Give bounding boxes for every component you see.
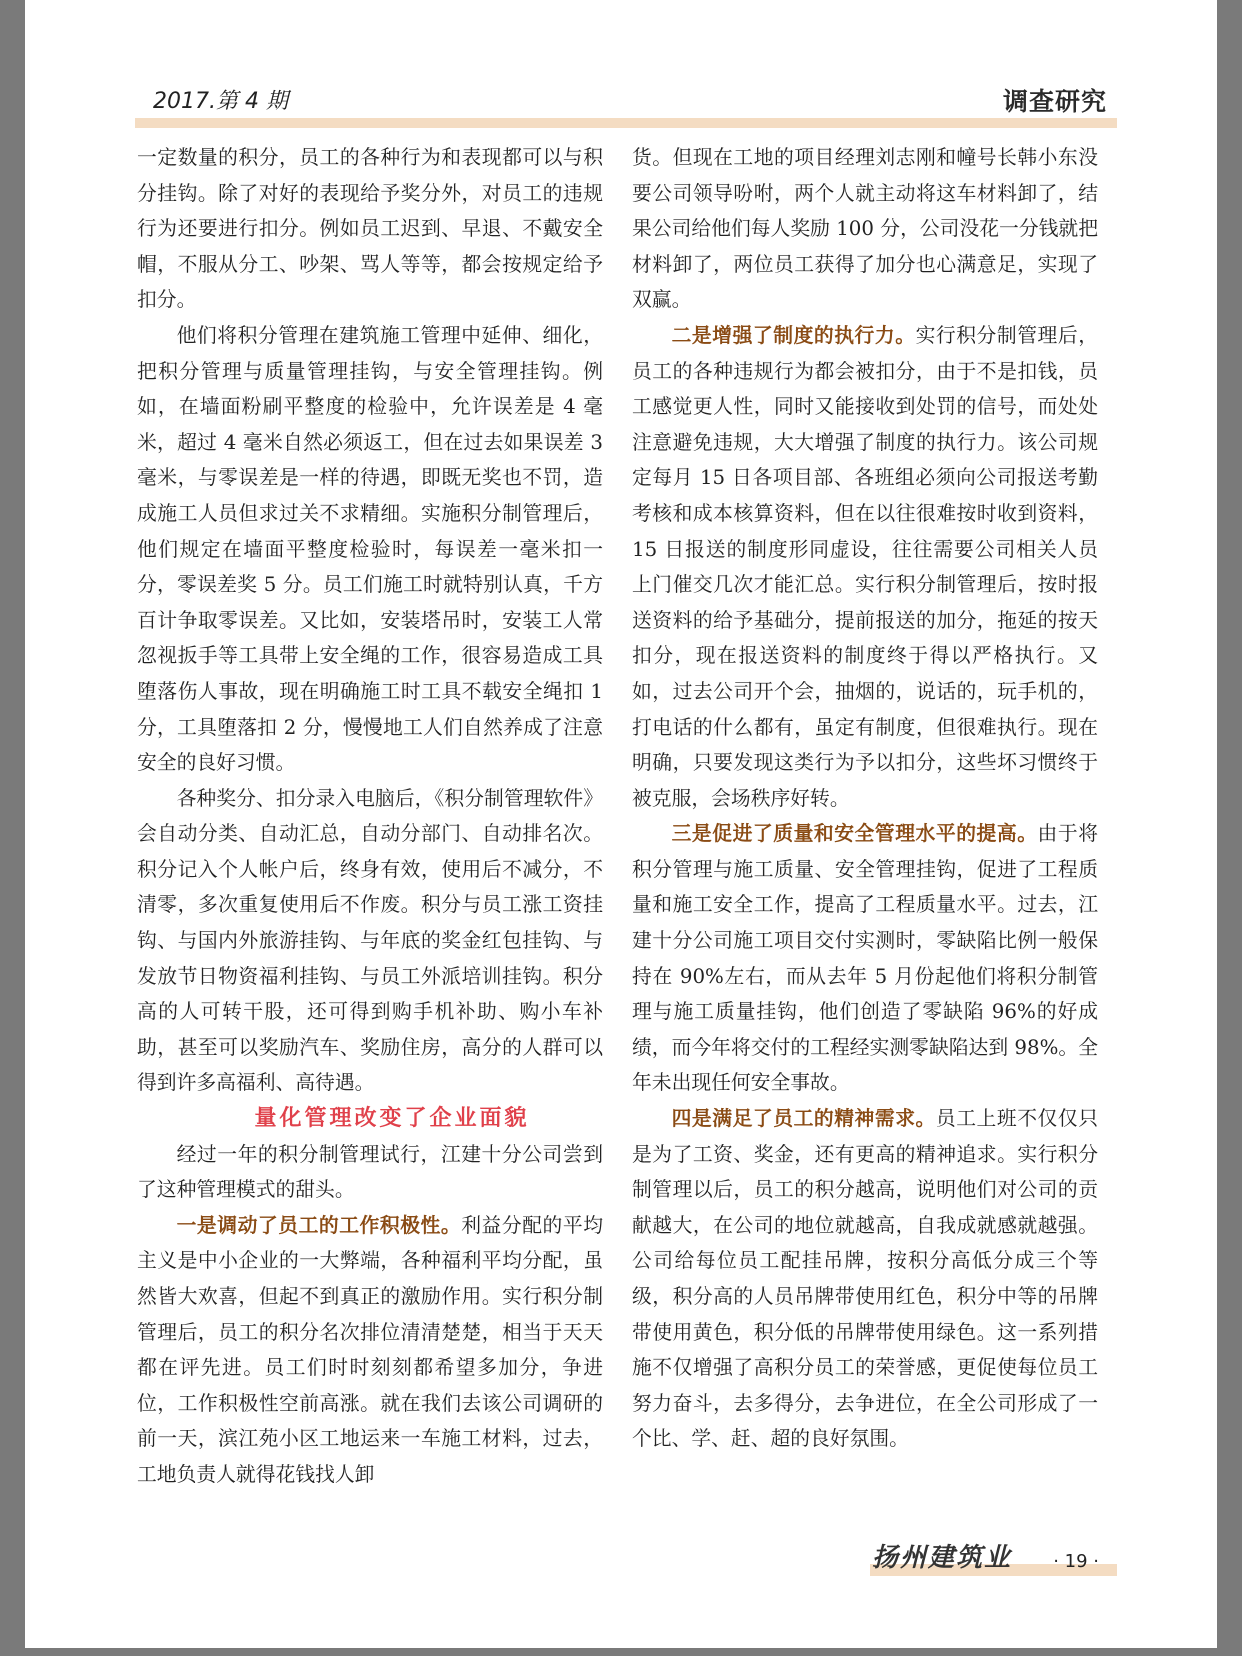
right-column	[632, 140, 1098, 1457]
paragraph-body: 利益分配的平均主义是中小企业的一大弊端，各种福利平均分配，虽然皆大欢喜，但起不到真正的激励作用。实行积分制管理后，员工的积分名次排位清清楚楚，相当于天天都在评先进。员工们时时刻刻都希望多加分，争进位，工作积极性空前高涨。就在我们去该公司调研的前一天，滨江苑小区工地运来一车施工材料，过去，工地负责人就得花钱找人卸	[137, 1213, 603, 1486]
paragraph: 他们将积分管理在建筑施工管理中延伸、细化，把积分管理与质量管理挂钩，与安全管理挂钩。例如，在墙面粉刷平整度的检验中，允许误差是 4 毫米，超过 4 毫米自然必须返工，但在过去如果误差 3 毫米，与零误差是一样的待遇，即既无奖也不罚，造成施工人员但求过关不求精细。实施积分制管理后，他们规定在墙面平整度检验时，每误差一毫米扣一分，零误差奖 5 分。员工们施工时就特别认真，千方百计争取零误差。又比如，安装塔吊时，安装工人常忽视扳手等工具带上安全绳的工作，很容易造成工具堕落伤人事故，现在明确施工时工具不载安全绳扣 1 分，工具堕落扣 2 分，慢慢地工人们自然养成了注意安全的良好习惯。	[137, 323, 603, 775]
lead-phrase: 二是增强了制度的执行力。	[671, 323, 916, 347]
paragraph-body: 由于将积分管理与施工质量、安全管理挂钩，促进了工程质量和施工安全工作，提高了工程质量水平。过去，江建十分公司施工项目交付实测时，零缺陷比例一般保持在 90%左右，而从去年 5 月份起他们将积分制管理与施工质量挂钩，他们创造了零缺陷 96%的好成绩，而今年将交付的工程经实测零缺陷达到 98%。全年未出现任何安全事故。	[632, 822, 1098, 1095]
magazine-page	[25, 0, 1217, 1648]
left-column	[137, 140, 603, 1493]
page-footer	[870, 1540, 1117, 1576]
paragraph: 一定数量的积分，员工的各种行为和表现都可以与积分挂钩。除了对好的表现给予奖分外，对员工的违规行为还要进行扣分。例如员工迟到、早退、不戴安全帽，不服从分工、吵架、骂人等等，都会按规定给予扣分。	[137, 146, 603, 312]
paragraph: 各种奖分、扣分录入电脑后，《积分制管理软件》会自动分类、自动汇总，自动分部门、自动排名次。积分记入个人帐户后，终身有效，使用后不减分，不清零，多次重复使用后不作废。积分与员工涨工资挂钩、与国内外旅游挂钩、与年底的奖金红包挂钩、与发放节日物资福利挂钩、与员工外派培训挂钩。积分高的人可转干股，还可得到购手机补助、购小车补助，甚至可以奖励汽车、奖励住房，高分的人群可以得到许多高福利、高待遇。	[137, 786, 603, 1095]
paragraph	[632, 318, 1098, 816]
paragraph	[632, 816, 1098, 1101]
issue-label: 2017.第 4 期	[153, 89, 288, 114]
paragraph: 货。但现在工地的项目经理刘志刚和幢号长韩小东没要公司领导吩咐，两个人就主动将这车材料卸了，结果公司给他们每人奖励 100 分，公司没花一分钱就把材料卸了，两位员工获得了加分也心满意足，实现了双赢。	[632, 146, 1098, 312]
magazine-logo: 扬州建筑业	[872, 1543, 1013, 1573]
paragraph	[632, 1101, 1098, 1457]
section-subtitle: 量化管理改变了企业面貌	[254, 1106, 530, 1132]
page-number: · 19 ·	[1053, 1551, 1099, 1572]
lead-phrase: 一是调动了员工的工作积极性。	[176, 1213, 462, 1237]
paragraph-body: 实行积分制管理后，员工的各种违规行为都会被扣分，由于不是扣钱，员工感觉更人性，同时又能接收到处罚的信号，而处处注意避免违规，大大增强了制度的执行力。该公司规定每月 15 日各项目部、各班组必须向公司报送考勤考核和成本核算资料，但在以往很难按时收到资料，15 日报送的制度形同虚设，往往需要公司相关人员上门催交几次才能汇总。实行积分制管理后，按时报送资料的给予基础分，提前报送的加分，拖延的按天扣分，现在报送资料的制度终于得以严格执行。又如，过去公司开个会，抽烟的，说话的，玩手机的，打电话的什么都有，虽定有制度，但很难执行。现在明确，只要发现这类行为予以扣分，这些坏习惯终于被克服，会场秩序好转。	[632, 323, 1098, 810]
page-header	[135, 80, 1117, 128]
section-title: 调查研究	[1002, 87, 1107, 116]
lead-phrase: 四是满足了员工的精神需求。	[671, 1107, 936, 1131]
paragraph	[137, 1208, 603, 1493]
lead-phrase: 三是促进了质量和安全管理水平的提高。	[671, 822, 1038, 846]
paragraph: 经过一年的积分制管理试行，江建十分公司尝到了这种管理模式的甜头。	[137, 1142, 603, 1202]
paragraph-body: 员工上班不仅仅只是为了工资、奖金，还有更高的精神追求。实行积分制管理以后，员工的积分越高，说明他们对公司的贡献越大，在公司的地位就越高，自我成就感就越强。公司给每位员工配挂吊牌，按积分高低分成三个等级，积分高的人员吊牌带使用红色，积分中等的吊牌带使用黄色，积分低的吊牌带使用绿色。这一系列措施不仅增强了高积分员工的荣誉感，更促使每位员工努力奋斗，去多得分，去争进位，在全公司形成了一个比、学、赶、超的良好氛围。	[632, 1107, 1098, 1451]
